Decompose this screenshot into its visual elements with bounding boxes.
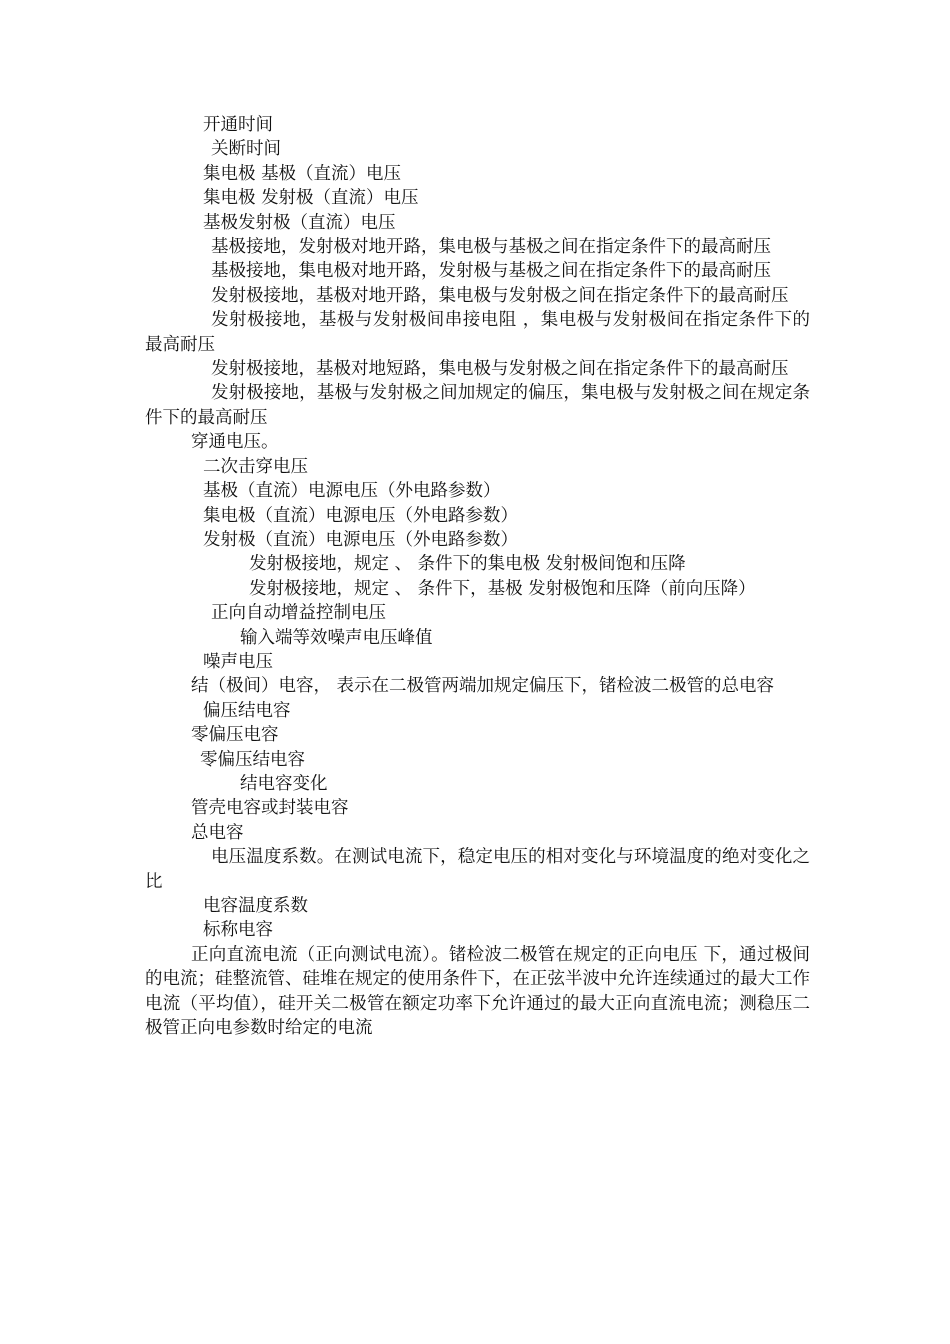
text-line: 噪声电压 bbox=[203, 651, 273, 672]
text-paragraph: 发射极接地，规定 、 条件下，基极 发射极饱和压降（前向压降） bbox=[249, 578, 756, 599]
text-line: 穿通电压。 bbox=[191, 432, 279, 453]
text-line: 发射极（直流）电源电压（外电路参数） bbox=[203, 529, 518, 550]
text-paragraph: 发射极接地，基极与发射极间串接电阻 ，集电极与发射极间在指定条件下的最高耐压 bbox=[145, 310, 810, 355]
text-paragraph: 发射极接地，基极与发射极之间加规定的偏压，集电极与发射极之间在规定条件下的最高耐压 bbox=[145, 383, 810, 428]
text-line: 集电极 基极（直流）电压 bbox=[203, 163, 402, 184]
text-line: 基极（直流）电源电压（外电路参数） bbox=[203, 481, 501, 502]
text-line: 电容温度系数 bbox=[203, 896, 308, 916]
text-line: 开通时间 bbox=[203, 115, 273, 135]
text-line: 关断时间 bbox=[211, 139, 281, 160]
text-paragraph: 结（极间）电容， 表示在二极管两端加规定偏压下，锗检波二极管的总电容 bbox=[191, 676, 775, 697]
text-paragraph: 基极接地，发射极对地开路，集电极与基极之间在指定条件下的最高耐压 bbox=[211, 237, 771, 258]
text-line: 总电容 bbox=[191, 822, 244, 843]
text-line: 零偏压结电容 bbox=[200, 749, 305, 770]
text-paragraph: 正向直流电流（正向测试电流）。锗检波二极管在规定的正向电压 下，通过极间的电流；硅整流管、硅堆在规定的使用条件下，在正弦半波中允许连续通过的最大工作电流（平均值），硅开关二极管在额定功率下允许通过的最大正向直流电流；测稳压二极管正向电参数时给定的电流 bbox=[145, 944, 810, 1039]
text-paragraph: 发射极接地，基极对地短路，集电极与发射极之间在指定条件下的最高耐压 bbox=[211, 359, 789, 380]
text-line: 偏压结电容 bbox=[203, 700, 291, 721]
text-line: 标称电容 bbox=[203, 920, 273, 941]
text-line: 输入端等效噪声电压峰值 bbox=[240, 627, 433, 648]
text-line: 零偏压电容 bbox=[191, 725, 279, 746]
text-line: 结电容变化 bbox=[240, 773, 328, 794]
text-line: 基极发射极（直流）电压 bbox=[203, 212, 396, 233]
text-line: 正向自动增益控制电压 bbox=[211, 603, 386, 624]
text-line: 发射极接地，规定 、 条件下的集电极 发射极间饱和压降 bbox=[249, 554, 686, 575]
text-line: 集电极（直流）电源电压（外电路参数） bbox=[203, 505, 518, 526]
document-body bbox=[145, 113, 810, 1040]
text-paragraph: 发射极接地，基极对地开路，集电极与发射极之间在指定条件下的最高耐压 bbox=[211, 285, 789, 306]
text-paragraph: 基极接地，集电极对地开路，发射极与基极之间在指定条件下的最高耐压 bbox=[211, 261, 771, 282]
text-paragraph: 电压温度系数。在测试电流下，稳定电压的相对变化与环境温度的绝对变化之比 bbox=[145, 847, 810, 892]
text-line: 二次击穿电压 bbox=[203, 456, 308, 477]
text-line: 管壳电容或封装电容 bbox=[191, 798, 349, 819]
text-line: 集电极 发射极（直流）电压 bbox=[203, 188, 419, 209]
